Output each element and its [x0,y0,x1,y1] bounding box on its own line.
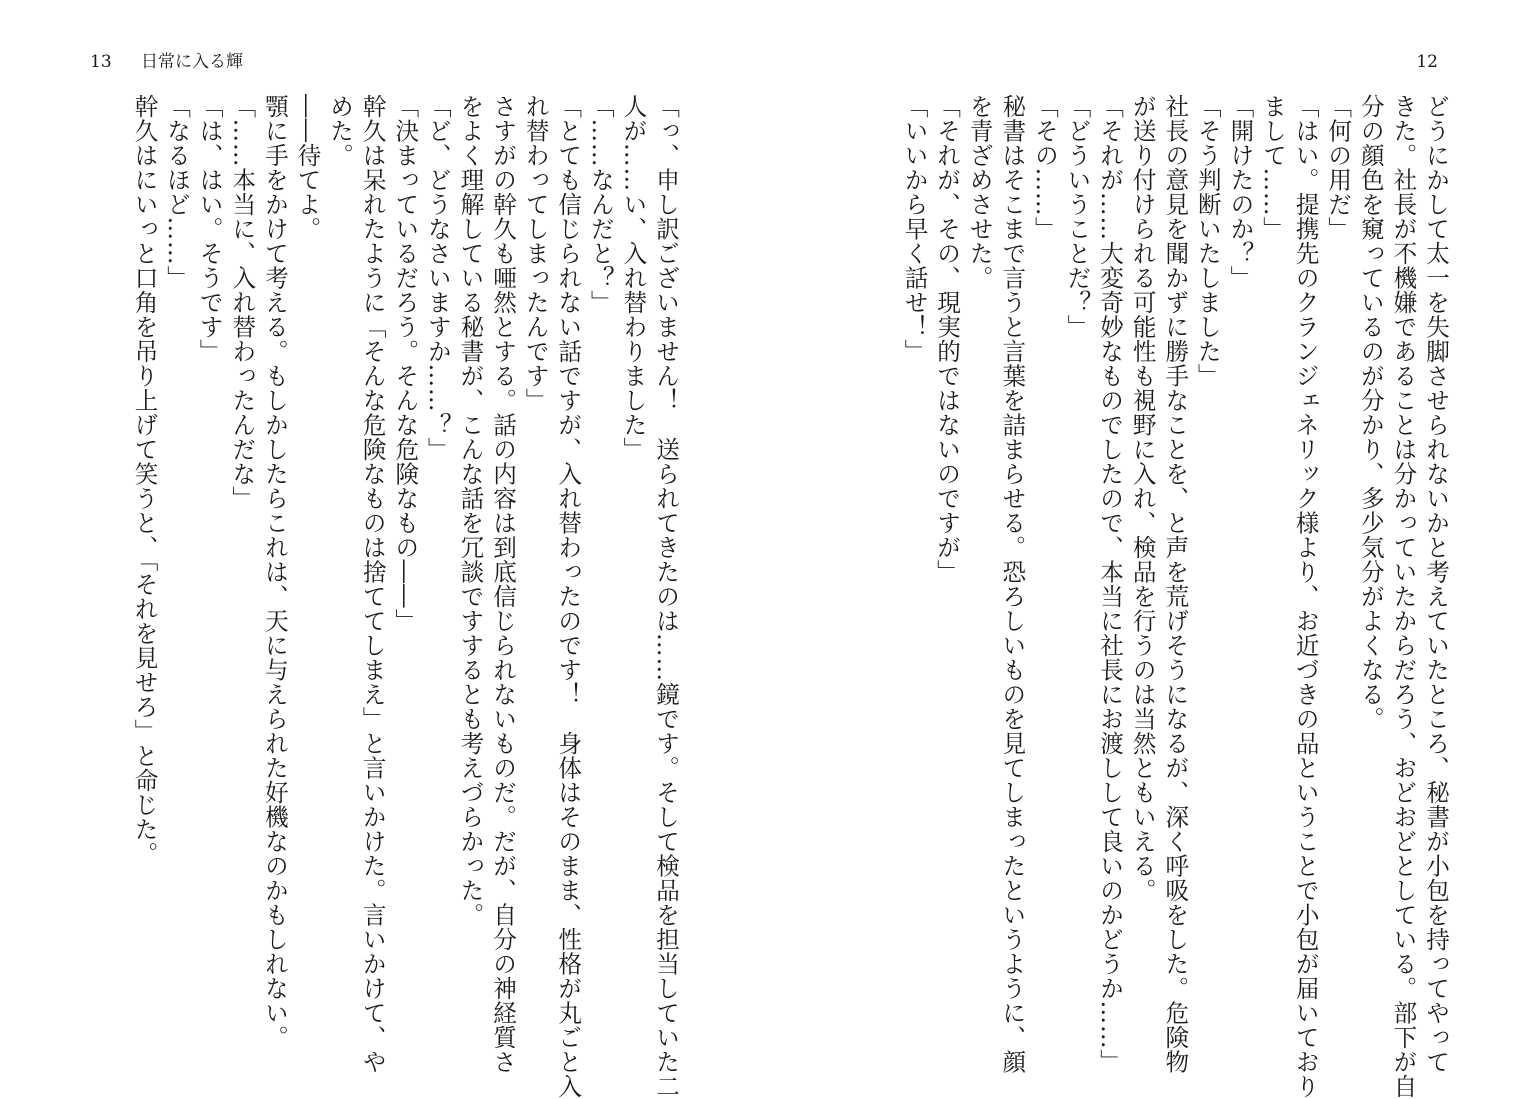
text-line: 「なるほど……」 [163,94,192,290]
text-line: 「……なんだと？」 [586,94,615,315]
text-line: 分の顔色を窺っているのが分かり、多少気分がよくなる。 [1356,94,1385,731]
text-line: 「はい。提携先のクランジェネリック様より、お近づきの品ということで小包が届いており [1291,94,1320,1099]
text-line: が送り付けられる可能性も視野に入れ、検品を行うのは当然ともいえる。 [1128,94,1157,903]
text-line: をよく理解している秘書が、こんな話を冗談ですするとも考えづらかった。 [456,94,485,927]
text-line: 幹久はにいっと口角を吊り上げて笑うと、「それを見せろ」と命じた。 [130,94,159,867]
text-line: 「……本当に、入れ替わったんだな」 [228,94,257,511]
text-line: 幹久は呆れたように「そんな危険なものは捨ててしまえ」と言いかけた。言いかけて、や [358,94,387,1074]
text-line: まして……」 [1259,94,1288,241]
text-line: を青ざめさせた。 [965,94,994,290]
text-line: 「それが、その、現実的ではないのですが」 [933,94,962,584]
text-line: 「その……」 [1030,94,1059,241]
text-line: れ替わってしまったんです」 [521,94,550,413]
text-line: 「そう判断いたしました」 [1193,94,1222,388]
text-line: 「それが……大変奇妙なものでしたので、本当に社長にお渡しして良いのかどうか……」 [1096,94,1125,1074]
text-line: どうにかして太一を失脚させられないかと考えていたところ、秘書が小包を持ってやって [1422,94,1450,1074]
text-line: 「どういうことだ？」 [1063,94,1092,339]
right-page-body [898,94,1452,1099]
text-line: 人が……い、入れ替わりました」 [619,94,648,462]
text-line: 「開けたのか？」 [1226,94,1255,290]
text-line: 「何の用だ」 [1324,94,1353,241]
running-title: 日常に入る輝 [141,52,244,72]
text-line: 「いいから早く話せ！」 [900,94,929,364]
text-line: さすがの幹久も唖然とする。話の内容は到底信じられないものだ。だが、自分の神経質さ [489,94,518,1074]
text-line: 社長の意見を聞かずに勝手なことを、と声を荒げそうになるが、深く呼吸をした。危険物 [1161,94,1190,1074]
left-page-body [128,94,682,1099]
text-line: きた。社長が不機嫌であることは分かっていたからだろう、おどおどとしている。部下が自 [1389,94,1418,1099]
text-line: 「とても信じられない話ですが、入れ替わったのです！ 身体はそのまま、性格が丸ごと入 [554,94,583,1099]
text-line: 「は、はい。そうです」 [195,94,224,364]
text-line: ――待てよ。 [293,94,322,241]
page-number: 12 [1416,52,1438,72]
text-line: 顎に手をかけて考える。もしかしたらこれは、天に与えられた好機なのかもしれない。 [260,94,289,1050]
text-line: 「決まっているだろう。そんな危険なもの――」 [391,94,420,633]
text-line: 「っ、申し訳ございません！ 送られてきたのは……鏡です。そして検品を担当していた二 [652,94,680,1099]
text-line: 「ど、どうなさいますか……？」 [423,94,452,462]
text-line: めた。 [326,94,355,168]
text-line: 秘書はそこまで言うと言葉を詰まらせる。恐ろしいものを見てしまったというように、顔 [998,94,1027,1074]
page-number: 13 [90,52,112,72]
left-page-header [90,50,243,74]
right-page [762,0,1524,1099]
right-page-header [1416,50,1438,74]
